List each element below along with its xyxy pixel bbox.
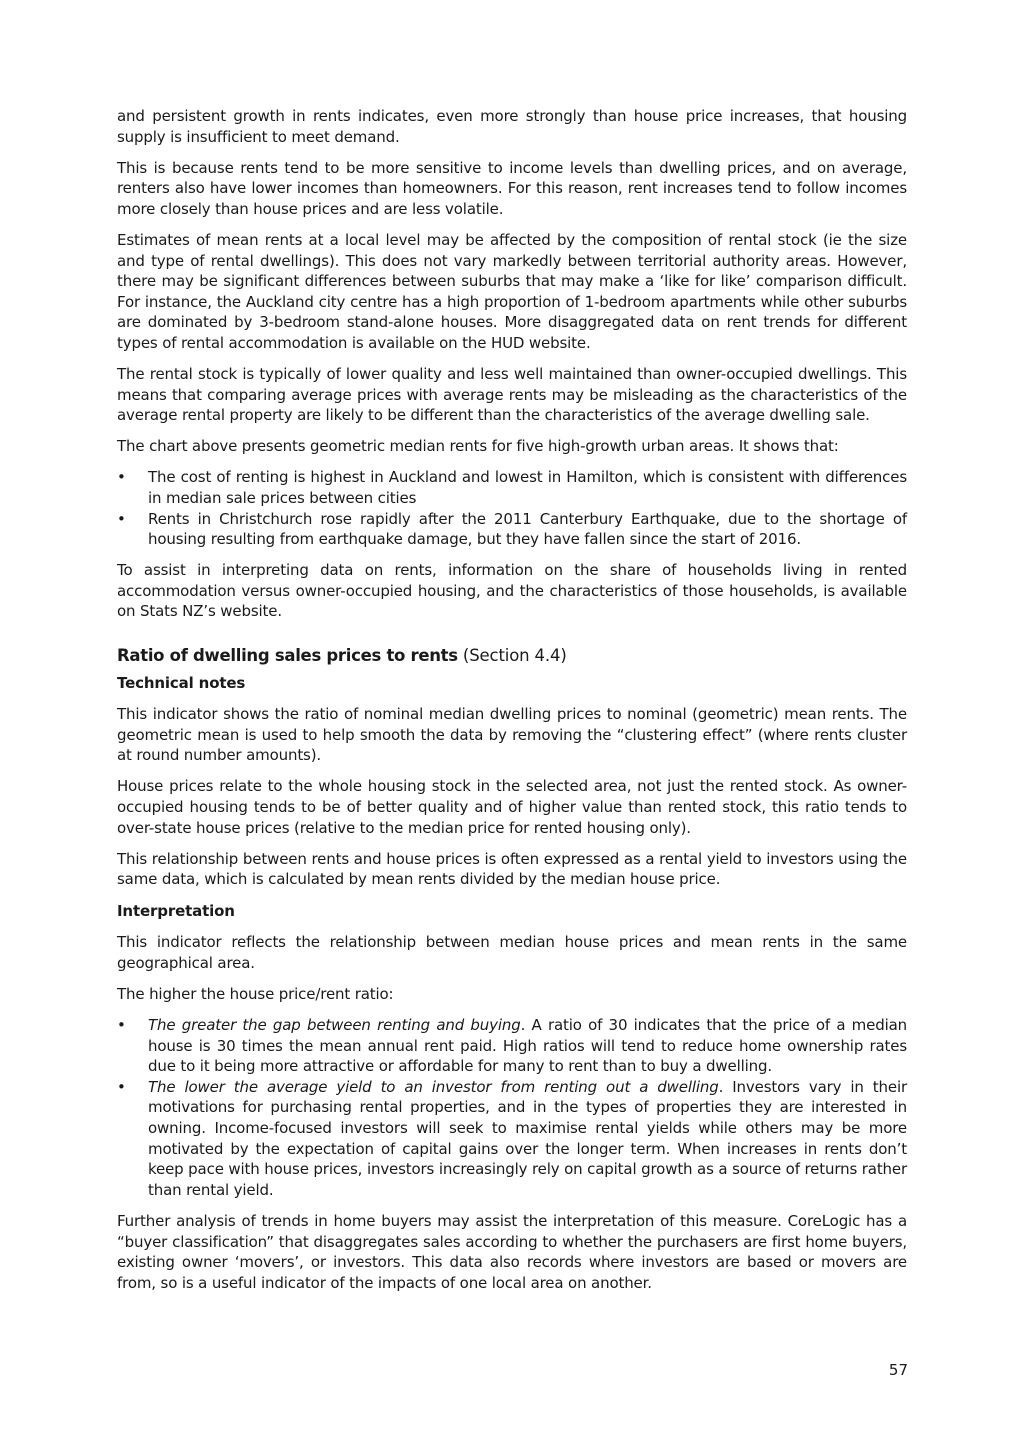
section-heading-ratio — [117, 644, 907, 668]
list-item-text: The cost of renting is highest in Auckland and lowest in Hamilton, which is consistent with differences in median sale prices between cities — [148, 468, 907, 507]
list-item — [117, 509, 907, 550]
paragraph-higher-ratio: The higher the house price/rent ratio: — [117, 985, 394, 1003]
paragraph-indicator-reflects: This indicator reflects the relationship between median house prices and mean rents in the same geographical area. — [117, 933, 907, 972]
paragraph-ratio-definition: This indicator shows the ratio of nominal median dwelling prices to nominal (geometric) mean rents. The geometric mean is used to help smooth the data by removing the “clustering effect” (where rents cluster at round number amounts). — [117, 705, 907, 765]
paragraph-buyer-classification: Further analysis of trends in home buyers may assist the interpretation of this measure. CoreLogic has a “buyer classification” that disaggregates sales according to whether the purchasers are first home buyers, existing owner ‘movers’, or investors. This data also records where investors are based or movers are from, so is a useful indicator of the impacts of one local area on another. — [117, 1211, 907, 1292]
paragraph-mean-rent-estimates: Estimates of mean rents at a local level may be affected by the composition of rental stock (ie the size and type of rental dwellings). This does not vary markedly between territorial authority areas. However, there may be significant differences between suburbs that may make a ‘like for like’ comparison difficult. For instance, the Auckland city centre has a high proportion of 1-bedroom apartments while other suburbs are dominated by 3-bedroom stand-alone houses. More disaggregated data on rent trends for different types of rental accommodation is available on the HUD website. — [117, 230, 907, 352]
paragraph-chart-summary: The chart above presents geometric median rents for five high-growth urban areas. It shows that: — [117, 437, 839, 456]
bullet-glyph: • — [117, 1016, 126, 1035]
paragraph-rental-yield: This relationship between rents and house prices is often expressed as a rental yield to investors using the same data, which is calculated by mean rents divided by the median house price. — [117, 849, 907, 889]
list-item-text: Rents in Christchurch rose rapidly after the 2011 Canterbury Earthquake, due to the shortage of housing resulting from earthquake damage, but they have fallen since the start of 2016. — [148, 509, 907, 549]
list-item-text: . A ratio of 30 indicates that the price of a median house is 30 times the mean annual rent paid. High ratios will tend to reduce home ownership rates due to it being more attractive or affordable for many to rent than to buy a dwelling. — [148, 1016, 908, 1076]
section-heading-title: Ratio of dwelling sales prices to rents — [117, 646, 458, 666]
list-item — [117, 467, 907, 508]
list-item — [117, 1015, 907, 1077]
paragraph-rent-growth: and persistent growth in rents indicates, even more strongly than house price increases, that housing supply is insufficient to meet demand. — [117, 107, 907, 146]
bullet-glyph: • — [117, 468, 126, 487]
paragraph-rent-sensitivity: This is because rents tend to be more sensitive to income levels than dwelling prices, and on average, renters also have lower incomes than homeowners. For this reason, rent increases tend to follow incomes more closely than house prices and are less volatile. — [117, 158, 907, 218]
paragraph-rental-stock-quality: The rental stock is typically of lower quality and less well maintained than owner-occupied dwellings. This means that comparing average prices with average rents may be misleading as the characteristics of the average rental property are likely to be different than the characteristics of the average dwelling sale. — [117, 365, 907, 425]
ratio-implications-list — [117, 1015, 907, 1200]
list-item-text: . Investors vary in their motivations for purchasing rental properties, and in the types of properties they are interested in owning. Income-focused investors will seek to maximise rental yields while others may be more motivated by the expectation of capital gains over the longer term. When increases in rents don’t keep pace with house prices, investors increasingly rely on capital growth as a source of returns rather than rental yield. — [148, 1077, 907, 1199]
chart-findings-list — [117, 467, 907, 549]
bullet-glyph: • — [117, 1077, 126, 1096]
paragraph-house-price-stock: House prices relate to the whole housing stock in the selected area, not just the rented stock. As owner-occupied housing tends to be of better quality and of higher value than rented stock, this ratio tends to over-state house prices (relative to the median price for rented housing only). — [117, 777, 907, 837]
list-item-lead: The lower the average yield to an investor from renting out a dwelling — [148, 1077, 719, 1096]
paragraph-interpreting-rents: To assist in interpreting data on rents, information on the share of households living in rented accommodation versus owner-occupied housing, and the characteristics of those households, is available on Stats NZ’s website. — [117, 561, 907, 621]
subheading-technical-notes: Technical notes — [117, 674, 246, 693]
subheading-interpretation: Interpretation — [117, 902, 235, 921]
section-heading-reference: (Section 4.4) — [462, 646, 567, 666]
bullet-glyph: • — [117, 509, 126, 528]
list-item-lead: The greater the gap between renting and buying — [148, 1016, 521, 1035]
page-content — [117, 106, 907, 1304]
list-item — [117, 1077, 907, 1201]
page-number: 57 — [888, 1361, 908, 1379]
